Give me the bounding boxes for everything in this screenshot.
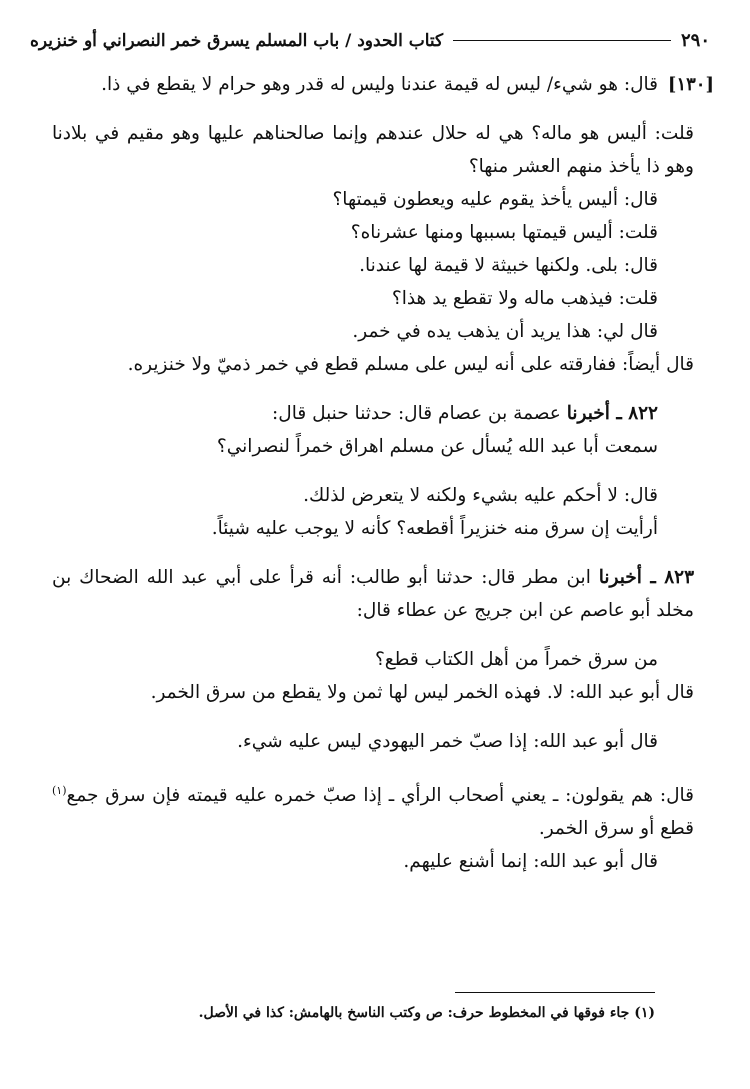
text-line: قال أبو عبد الله: إذا صبّ خمر اليهودي ليس عليه شيء. [237,731,658,752]
text-line: قال أيضاً: ففارقته على أنه ليس على مسلم قطع في خمر ذميّ ولا خنزيره. [127,354,694,375]
text-line: قلت: أليس هو ماله؟ هي له حلال عندهم وإنما صالحناهم عليها وهو مقيم في بلادنا وهو ذا يأخذ منهم العشر منها؟ [52,123,694,177]
text-line: قال أبو عبد الله: لا. فهذه الخمر ليس لها ثمن ولا يقطع من سرق الخمر. [150,682,694,703]
text-line: قال: أليس يأخذ يقوم عليه ويعطون قيمتها؟ [332,189,658,210]
hadith-number: ٨٢٣ ـ أخبرنا [598,567,695,588]
paragraph-gap [52,101,658,117]
hadith-text: عصمة بن عصام قال: حدثنا حنبل قال: [272,403,567,424]
text-line [52,561,694,627]
text-line [52,397,658,430]
paragraph-gap [52,463,658,479]
running-title: كتاب الحدود / باب المسلم يسرق خمر النصراني أو خنزيره [30,31,444,51]
text-line: قال: هو شيء/ ليس له قيمة عندنا وليس له قدر وهو حرام لا يقطع في ذا. [101,74,658,95]
text-line: قلت: أليس قيمتها بسببها ومنها عشرناه؟ [350,222,658,243]
text-line [52,774,694,845]
header-rule [453,40,671,41]
paragraph-gap [52,545,658,561]
text-line: سمعت أبا عبد الله يُسأل عن مسلم اهراق خمراً لنصراني؟ [216,436,658,457]
text-line: قال: لا أحكم عليه بشيء ولكنه لا يتعرض لذلك. [303,485,658,506]
hadith-number: ٨٢٢ ـ أخبرنا [566,403,658,424]
text-line: من سرق خمراً من أهل الكتاب قطع؟ [374,649,658,670]
margin-folio-note: [١٣٠] [667,74,714,95]
footnote-marker: (١) [52,784,67,797]
text-line: أرأيت إن سرق منه خنزيراً أقطعه؟ كأنه لا يوجب عليه شيئاً. [211,518,658,539]
text-line: قلت: فيذهب ماله ولا تقطع يد هذا؟ [391,288,658,309]
page-number: ٢٩٠ [680,30,710,51]
text-part: قطع أو سرق الخمر. [538,818,694,840]
text-line: قال أبو عبد الله: إنما أشنع عليهم. [403,851,658,873]
footnote: (١) جاء فوقها في المخطوط حرف: ص وكتب الناسخ بالهامش: كذا في الأصل. [198,1005,655,1021]
running-header [30,30,710,56]
text-line: قال لي: هذا يريد أن يذهب يده في خمر. [352,321,658,342]
text-part: قال: هم يقولون: ـ يعني أصحاب الرأي ـ إذا صبّ خمره عليه قيمته فإن سرق جمع [66,785,694,807]
hadith-text: ابن مطر قال: حدثنا أبو طالب: أنه قرأ على أبي عبد الله الضحاك بن مخلد أبو عاصم عن ابن جريج عن عطاء قال: [52,567,694,621]
paragraph-gap [52,709,658,725]
paragraph-gap [52,627,658,643]
footnote-rule [455,992,655,993]
paragraph-gap [52,758,658,774]
text-line: قال: بلى. ولكنها خبيثة لا قيمة لها عندنا. [359,255,658,276]
paragraph-gap [52,381,658,397]
